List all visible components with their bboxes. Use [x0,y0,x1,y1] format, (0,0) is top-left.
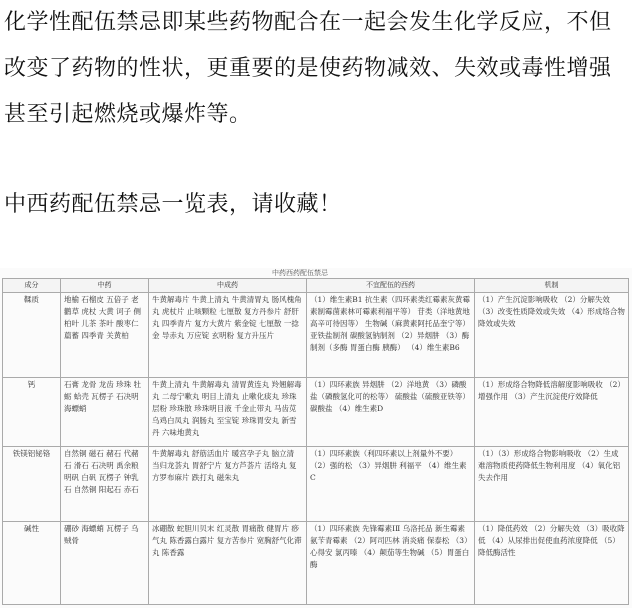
column-header-mechanism: 机制 [475,279,629,293]
cell-mechanism: （1）形成络合物降低溶解度影响吸收 （2）增强作用 （3）产生沉淀使疗效降低 [475,378,629,447]
table-row [3,293,629,378]
cell-herbs: 地榆 石榴皮 五倍子 老鹳草 虎杖 大黄 诃子 侧柏叶 儿茶 茶叶 酸枣仁 萹蓄 四季青 关黄柏 [61,293,149,378]
paragraph-line: 甚至引起燃烧或爆炸等。 [4,102,252,127]
table-row [3,378,629,447]
cell-component: 鞣质 [3,293,61,378]
table-row [3,447,629,522]
table-row [3,522,629,605]
column-header-component: 成分 [3,279,61,293]
cell-western: （1）四环素族 异烟肼 （2）洋地黄 （3）磷酸盐（磷酸氢化可的松等） 硫酸盐（硫酸亚铁等） 碳酸盐 （4）维生素D [307,378,475,447]
cell-patent: 牛黄上清丸 牛黄解毒丸 清胃黄连丸 羚翘解毒丸 二母宁嗽丸 明目上清丸 止嗽化痰丸 珍珠层粉 珍珠散 珍珠明目液 千金止带丸 马齿苋 乌鸡白凤丸 润肠丸 至宝锭 珍珠胃安丸 新雪丹 六味地黄丸 [149,378,307,447]
cell-western: （1）四环素族 先锋霉素ⅠⅡ 乌洛托品 新生霉素 氨苄青霉素 （2）阿司匹林 消炎痛 保泰松 （3）心得安 氯丙嗪 （4）颠茄等生物碱 （5）胃蛋白酶 [307,522,475,605]
paragraph-line: 化学性配伍禁忌即某些药物配合在一起会发生化学反应，不但 [4,10,612,35]
incompatibility-table [2,278,629,605]
cell-herbs: 石膏 龙骨 龙齿 珍珠 牡蛎 蛤壳 瓦楞子 石决明 海螵蛸 [61,378,149,447]
column-header-western: 不宜配伍的西药 [307,279,475,293]
cell-component: 碱性 [3,522,61,605]
cell-patent: 牛黄解毒片 牛黄上清丸 牛黄清胃丸 肠风槐角丸 虎杖片 止咳颗粒 七厘散 复方丹参片 舒肝丸 四季青片 复方大黄片 紫金锭 七厘散 一捻金 导赤丸 万应锭 玄明粉 复方升压片 [149,293,307,378]
cell-component: 铁镁铝铋铬 [3,447,61,522]
cell-patent: 冰硼散 蛇胆川贝末 红灵散 胃痛散 健胃片 痧气丸 陈香露白露片 复方苦参片 宽胸舒气化滞丸 陈香露 [149,522,307,605]
cell-western: （1）维生素B1 抗生素（四环素类红霉素灰黄霉素制霉菌素林可霉素利福平等） 苷类（洋地黄地高辛可待因等） 生物碱（麻黄素阿托品奎宁等） 亚铁盐制剂 碳酸氢钠制剂 （2）异烟肼 （3）酶制剂（多酶 胃蛋白酶 胰酶） （4）维生素B6 [307,293,475,378]
cell-herbs: 自然铜 磁石 赭石 代赭石 滑石 石决明 禹余粮 明矾 白矾 瓦楞子 钟乳石 自然铜 阳起石 赤石 [61,447,149,522]
table-caption: 中药西药配伍禁忌 [272,269,328,277]
table-header-row [3,279,629,293]
cell-western: （1）四环素族（利四环素以上剂量外不要） （2）强的松 （3）异烟肼 利福平 （4）维生素C [307,447,475,522]
cell-patent: 牛黄解毒丸 舒筋活血片 暖宫孕子丸 脑立清 当归龙荟丸 胃舒宁片 复方芦荟片 活络丸 复方罗布麻片 跌打丸 磁朱丸 [149,447,307,522]
cell-mechanism: （1）（3）形成络合物影响吸收 （2）生成难溶物质使药降低生物利用度 （4）氧化铝失去作用 [475,447,629,522]
cell-component: 钙 [3,378,61,447]
section-heading: 中西药配伍禁忌一览表，请收藏！ [4,192,342,217]
column-header-patent: 中成药 [149,279,307,293]
incompatibility-table-image [0,268,632,608]
column-header-herbs: 中药 [61,279,149,293]
cell-mechanism: （1）降低药效 （2）分解失效 （3）吸收降低 （4）从尿排出促使血药浓度降低 （5）降低酶活性 [475,522,629,605]
cell-herbs: 硼砂 海螵蛸 瓦楞子 乌贼骨 [61,522,149,605]
paragraph-line: 改变了药物的性状，更重要的是使药物减效、失效或毒性增强 [4,56,612,81]
cell-mechanism: （1）产生沉淀影响吸收 （2）分解失效 （3）改变性质降效或失效 （4）形成络合物降效或失效 [475,293,629,378]
